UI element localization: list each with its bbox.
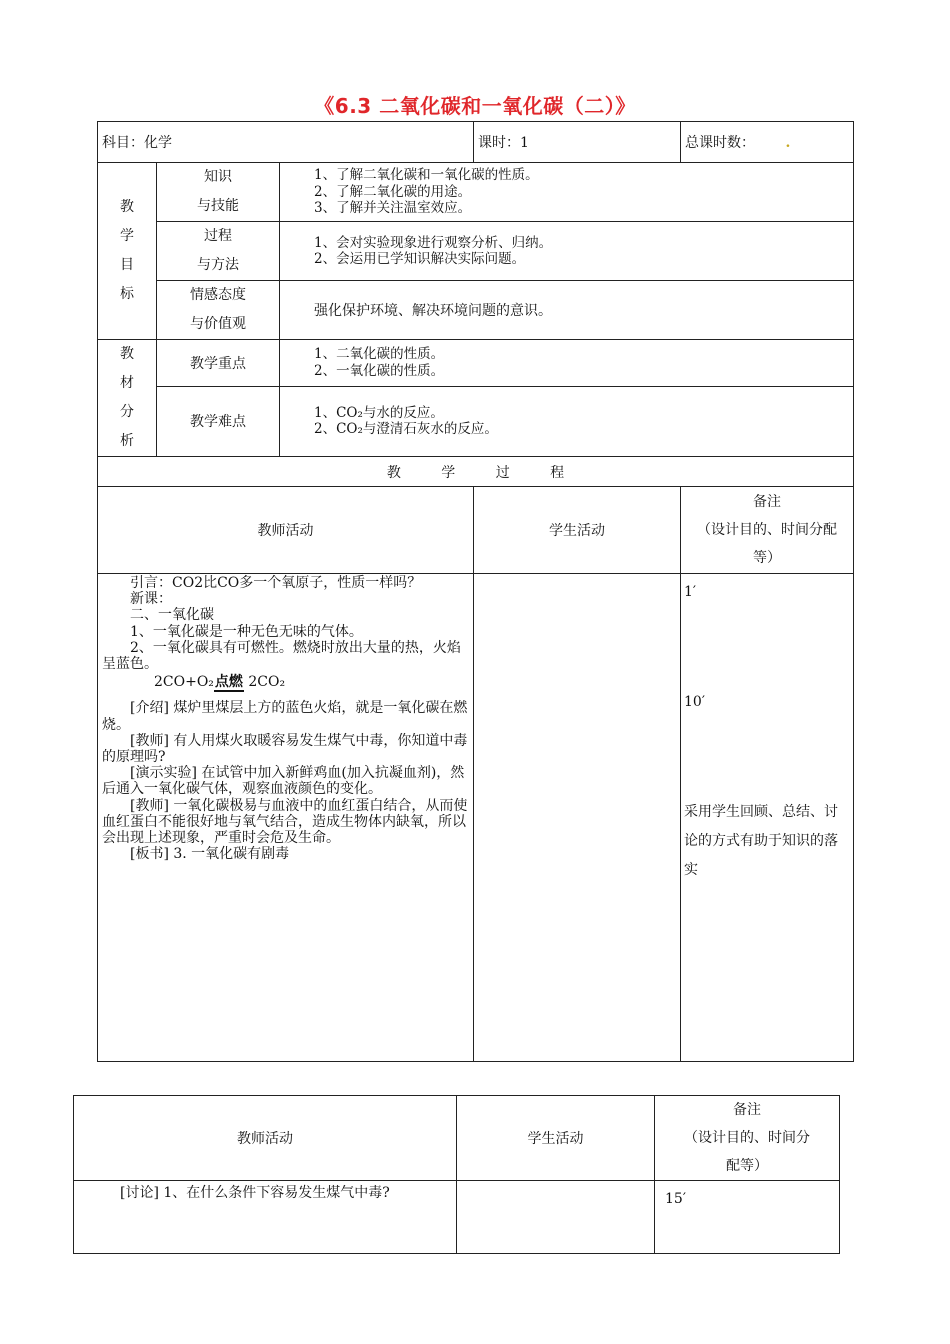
- analysis-key-points-items: 1、二氧化碳的性质。 2、一氧化碳的性质。: [280, 340, 854, 387]
- lesson-hours-cell: 课时：1: [474, 122, 681, 163]
- lesson-plan-table: [97, 121, 854, 1062]
- col-header-notes: 备注 （设计目的、时间分配 等）: [681, 487, 854, 574]
- p2-note-time: 15′: [665, 1191, 686, 1207]
- objective-label-attitude: 情感态度 与价值观: [157, 281, 280, 340]
- process-title: 教 学 过 程: [98, 457, 854, 487]
- teacher-line: 2、一氧化碳具有可燃性。燃烧时放出大量的热，火焰呈蓝色。: [102, 639, 461, 673]
- chemical-equation: 2CO+O₂点燃 2CO₂: [154, 674, 286, 691]
- p2-col-header-student: 学生活动: [457, 1096, 655, 1181]
- analysis-label-difficulties: 教学难点: [157, 386, 280, 456]
- objective-attitude-items: 强化保护环境、解决环境问题的意识。: [280, 281, 854, 340]
- objective-label-knowledge: 知识 与技能: [157, 163, 280, 222]
- note-time-1: 1′: [684, 584, 697, 600]
- teacher-line: 引言：CO2比CO多一个氧原子，性质一样吗？: [130, 575, 422, 591]
- teacher-line: 二、一氧化碳: [130, 607, 214, 624]
- subject-cell: 科目：化学: [98, 122, 474, 163]
- p2-col-header-teacher: 教师活动: [74, 1096, 457, 1181]
- teacher-line: 1、一氧化碳是一种无色无味的气体。: [130, 623, 363, 640]
- objective-process-items: 1、会对实验现象进行观察分析、归纳。 2、会运用已学知识解决实际问题。: [280, 222, 854, 281]
- total-hours-cell: [681, 122, 854, 163]
- teacher-line: [介绍] 煤炉里煤层上方的蓝色火焰，就是一氧化碳在燃烧。: [102, 700, 468, 733]
- note-design-purpose: 采用学生回顾、总结、讨论的方式有助于知识的落实: [684, 804, 839, 878]
- teacher-line: [教师] 有人用煤火取暖容易发生煤气中毒，你知道中毒的原理吗?: [102, 732, 468, 766]
- notes-body: [681, 574, 854, 1062]
- teacher-line: 新课：: [130, 591, 172, 608]
- analysis-group-label: 教 材 分 析: [98, 340, 157, 457]
- lesson-plan-table-page2: [73, 1095, 840, 1254]
- page-title: 《6.3 二氧化碳和一氧化碳（二）》: [314, 94, 636, 118]
- p2-teacher-activity-body: [讨论] 1、在什么条件下容易发生煤气中毒?: [74, 1181, 457, 1254]
- decorative-dot: .: [785, 135, 791, 151]
- p2-notes-body: [655, 1181, 840, 1254]
- teacher-line: [板书] 3. 一氧化碳有剧毒: [130, 846, 290, 863]
- col-header-teacher: 教师活动: [98, 487, 474, 574]
- p2-col-header-notes: 备注 （设计目的、时间分 配等）: [655, 1096, 840, 1181]
- total-hours-label: 总课时数：: [685, 135, 756, 151]
- analysis-label-key-points: 教学重点: [157, 340, 280, 387]
- objective-label-process: 过程 与方法: [157, 222, 280, 281]
- note-time-2: 10′: [684, 694, 706, 710]
- objectives-group-label: 教 学 目 标: [98, 163, 157, 340]
- reaction-condition: 点燃: [214, 674, 243, 691]
- col-header-student: 学生活动: [474, 487, 681, 574]
- p2-student-activity-body: [457, 1181, 655, 1254]
- analysis-difficulties-items: 1、CO₂与水的反应。 2、CO₂与澄清石灰水的反应。: [280, 386, 854, 456]
- teacher-line: [演示实验] 在试管中加入新鲜鸡血(加入抗凝血剂)，然后通入一氧化碳气体，观察血液颜色的变化。: [102, 765, 465, 798]
- objective-knowledge-items: 1、了解二氧化碳和一氧化碳的性质。 2、了解二氧化碳的用途。 3、了解并关注温室效应。: [280, 163, 854, 222]
- teacher-line: [教师] 一氧化碳极易与血液中的血红蛋白结合，从而使血红蛋白不能很好地与氧气结合，造成生物体内缺氧，所以会出现上述现象，严重时会危及生命。: [102, 797, 468, 847]
- teacher-activity-body: [98, 574, 474, 1062]
- student-activity-body: [474, 574, 681, 1062]
